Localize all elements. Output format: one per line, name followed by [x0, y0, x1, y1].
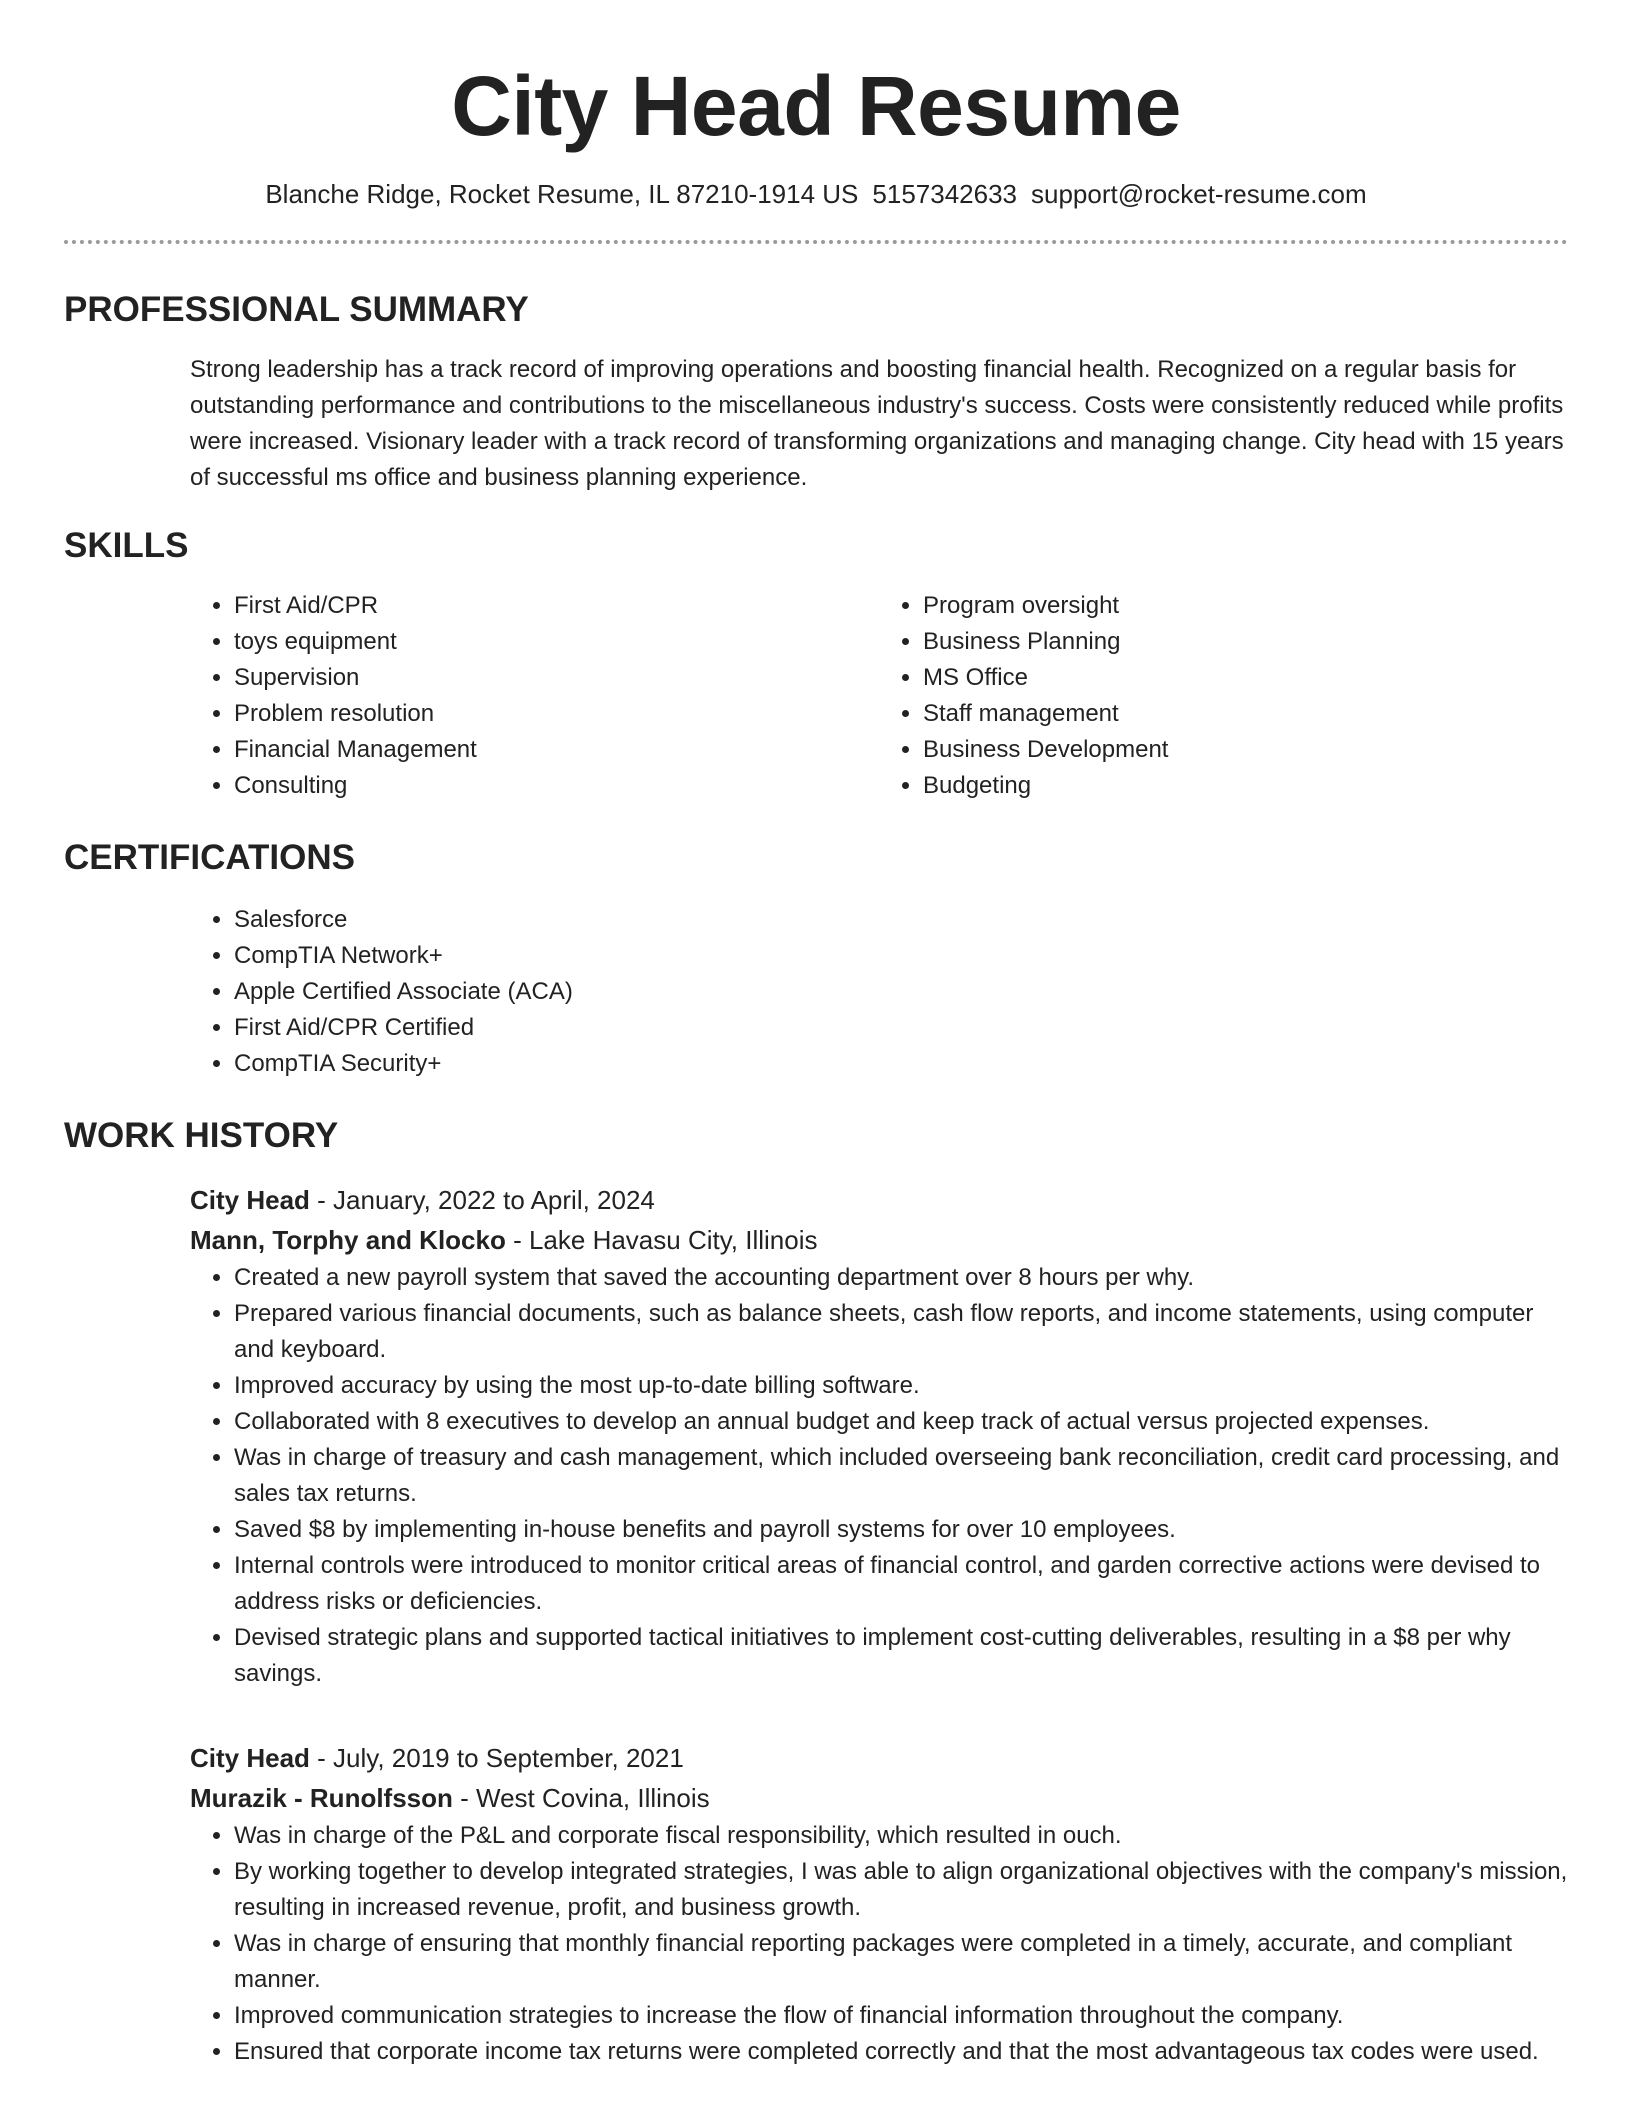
certification-item: • Salesforce: [234, 902, 1568, 938]
contact-email[interactable]: support@rocket-resume.com: [1031, 179, 1367, 209]
job-duty: • Devised strategic plans and supported tactical initiatives to implement cost-cutting deliverables, resulting in a $8 per why savings.: [234, 1620, 1568, 1692]
job-role: City Head: [190, 1743, 310, 1773]
contact-address: Blanche Ridge, Rocket Resume, IL 87210-1914 US: [265, 179, 859, 209]
job-duties: [190, 1260, 1568, 1692]
skill-item: • Financial Management: [234, 732, 879, 768]
summary-text: Strong leadership has a track record of improving operations and boosting financial health. Recognized on a regular basis for outstanding performance and contributions to the miscellaneous industry's success. Costs were consistently reduced while profits were increased. Visionary leader with a track record of transforming organizations and managing change. City head with 15 years of successful ms office and business planning experience.: [190, 356, 1564, 491]
resume-page: [64, 0, 1568, 2070]
job-dates: - July, 2019 to September, 2021: [309, 1743, 684, 1773]
job-entry: [190, 1180, 1568, 1692]
work-history-heading: WORK HISTORY: [64, 1116, 339, 1155]
job-role-line: [190, 1180, 1568, 1220]
job-duty: • Saved $8 by implementing in-house benefits and payroll systems for over 10 employees.: [234, 1512, 1568, 1548]
skill-item: • Business Development: [923, 732, 1568, 768]
skill-item: • Staff management: [923, 696, 1568, 732]
contact-phone: 5157342633: [872, 179, 1018, 209]
skill-item: • Business Planning: [923, 624, 1568, 660]
certifications-list: [190, 902, 1568, 1082]
contact-line: [64, 178, 1568, 210]
skill-item: • Problem resolution: [234, 696, 879, 732]
job-duty: • Created a new payroll system that saved the accounting department over 8 hours per why.: [234, 1260, 1568, 1296]
job-duty: • Prepared various financial documents, such as balance sheets, cash flow reports, and income statements, using computer and keyboard.: [234, 1296, 1568, 1368]
job-location: - West Covina, Illinois: [452, 1783, 710, 1813]
skills-list: [190, 588, 1568, 804]
skill-item: • Supervision: [234, 660, 879, 696]
job-company-line: [190, 1778, 1568, 1818]
job-duty: • Was in charge of the P&L and corporate fiscal responsibility, which resulted in ouch.: [234, 1818, 1568, 1854]
skill-item: • Budgeting: [923, 768, 1568, 804]
job-duty: • Was in charge of treasury and cash management, which included overseeing bank reconciliation, credit card processing, and sales tax returns.: [234, 1440, 1568, 1512]
job-company: Murazik - Runolfsson: [190, 1783, 453, 1813]
skill-item: • Consulting: [234, 768, 879, 804]
certification-item: • CompTIA Security+: [234, 1046, 1568, 1082]
skills-column-left: [190, 588, 879, 804]
job-duty: • Ensured that corporate income tax returns were completed correctly and that the most advantageous tax codes were used.: [234, 2034, 1568, 2070]
header-divider: [64, 240, 1568, 244]
job-duty: • Improved accuracy by using the most up-to-date billing software.: [234, 1368, 1568, 1404]
job-duty: • Was in charge of ensuring that monthly financial reporting packages were completed in a timely, accurate, and compliant manner.: [234, 1926, 1568, 1998]
skills-column-right: [879, 588, 1568, 804]
job-duty: • Improved communication strategies to increase the flow of financial information throughout the company.: [234, 1998, 1568, 2034]
certification-item: • First Aid/CPR Certified: [234, 1010, 1568, 1046]
skill-item: • First Aid/CPR: [234, 588, 879, 624]
job-location: - Lake Havasu City, Illinois: [505, 1225, 818, 1255]
skill-item: • MS Office: [923, 660, 1568, 696]
skill-item: • Program oversight: [923, 588, 1568, 624]
resume-title: City Head Resume: [451, 59, 1181, 153]
job-company-line: [190, 1220, 1568, 1260]
certifications-heading: CERTIFICATIONS: [64, 838, 356, 877]
skills-heading: SKILLS: [64, 526, 189, 565]
job-role: City Head: [190, 1185, 310, 1215]
job-company: Mann, Torphy and Klocko: [190, 1225, 506, 1255]
summary-heading: PROFESSIONAL SUMMARY: [64, 290, 529, 329]
job-duty: • By working together to develop integrated strategies, I was able to align organizational objectives with the company's mission, resulting in increased revenue, profit, and business growth.: [234, 1854, 1568, 1926]
job-entry: [190, 1738, 1568, 2070]
job-duty: • Collaborated with 8 executives to develop an annual budget and keep track of actual versus projected expenses.: [234, 1404, 1568, 1440]
job-role-line: [190, 1738, 1568, 1778]
certification-item: • CompTIA Network+: [234, 938, 1568, 974]
certification-item: • Apple Certified Associate (ACA): [234, 974, 1568, 1010]
skill-item: • toys equipment: [234, 624, 879, 660]
job-dates: - January, 2022 to April, 2024: [309, 1185, 655, 1215]
job-duties: [190, 1818, 1568, 2070]
job-duty: • Internal controls were introduced to monitor critical areas of financial control, and garden corrective actions were devised to address risks or deficiencies.: [234, 1548, 1568, 1620]
